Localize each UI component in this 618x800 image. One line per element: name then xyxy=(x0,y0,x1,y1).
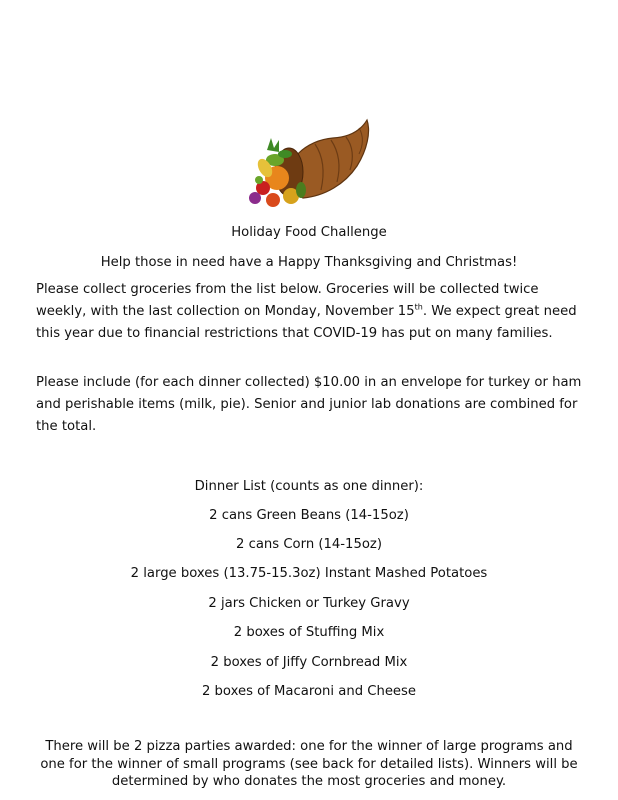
page-title: Holiday Food Challenge xyxy=(231,225,387,240)
dinner-list-item: 2 boxes of Stuffing Mix xyxy=(233,625,385,640)
closing-line2: one for the winner of small programs (see back for detailed lists). Winners will be xyxy=(40,756,578,772)
paragraph1-line1: Please collect groceries from the list below. Groceries will be collected twice xyxy=(36,282,539,297)
dinner-list-item: 2 cans Corn (14-15oz) xyxy=(236,537,382,552)
paragraph2-line1: Please include (for each dinner collected) $10.00 in an envelope for turkey or ham xyxy=(36,375,582,390)
paragraph1-line2: weekly, with the last collection on Monday, November 15th. We expect great need xyxy=(36,302,577,319)
dinner-list-item: 2 cans Green Beans (14-15oz) xyxy=(209,508,409,523)
closing-line1: There will be 2 pizza parties awarded: one for the winner of large programs and xyxy=(45,739,573,754)
cornucopia-icon xyxy=(245,110,375,215)
paragraph2-line2: and perishable items (milk, pie). Senior and junior lab donations are combined for xyxy=(36,397,578,412)
ordinal-suffix: th xyxy=(414,302,423,312)
dinner-list-item: 2 boxes of Macaroni and Cheese xyxy=(201,684,417,699)
paragraph2-line3: the total. xyxy=(36,419,97,434)
subtitle: Help those in need have a Happy Thanksgiving and Christmas! xyxy=(100,255,518,270)
closing-line3: determined by who donates the most groceries and money. xyxy=(111,774,507,789)
dinner-list-heading: Dinner List (counts as one dinner): xyxy=(194,479,424,494)
paragraph1-line3: this year due to financial restrictions that COVID-19 has put on many families. xyxy=(36,326,553,341)
dinner-list-item: 2 jars Chicken or Turkey Gravy xyxy=(208,596,410,611)
dinner-list-item: 2 large boxes (13.75-15.3oz) Instant Mashed Potatoes xyxy=(130,566,488,581)
dinner-list-item: 2 boxes of Jiffy Cornbread Mix xyxy=(210,655,408,670)
closing-paragraph xyxy=(20,738,598,791)
